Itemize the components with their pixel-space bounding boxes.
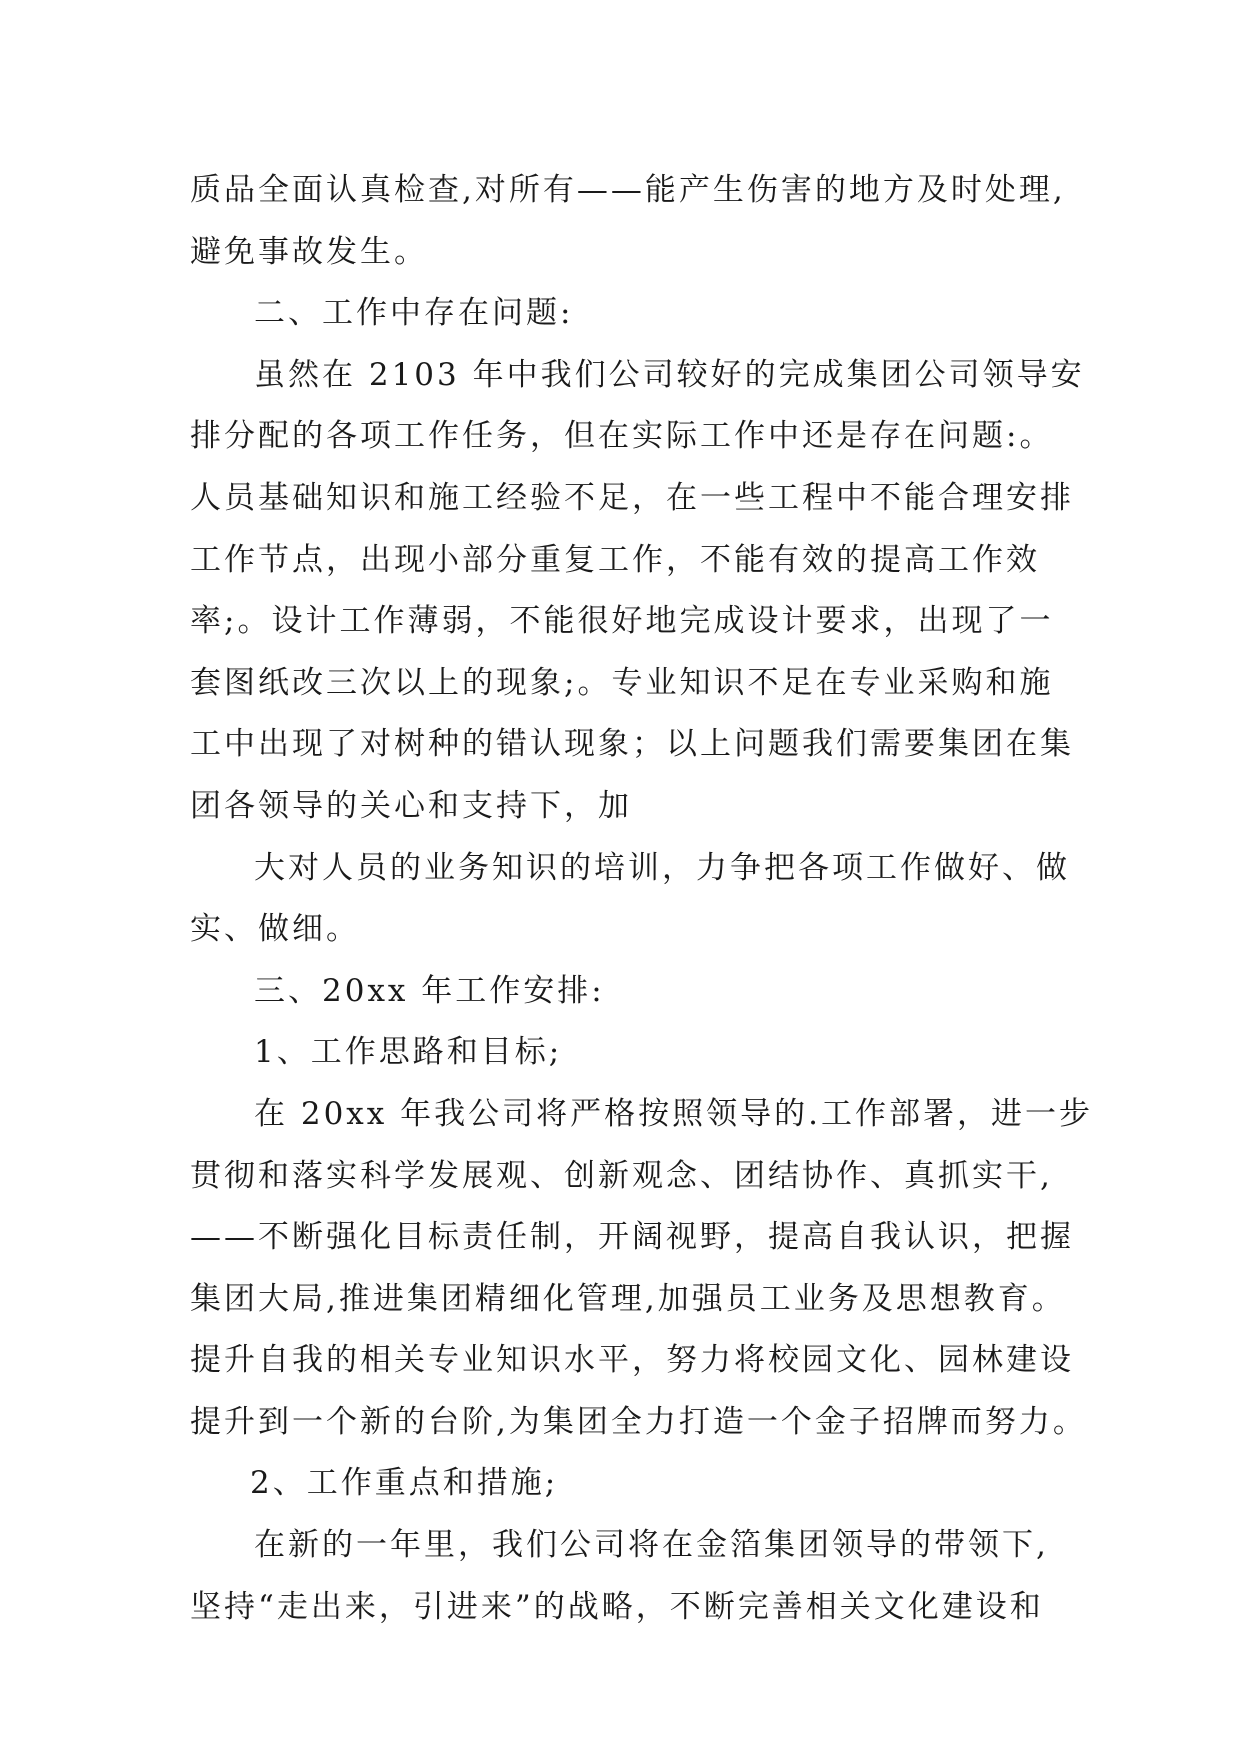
section-heading: 二、工作中存在问题: [254,295,574,332]
text-line: 虽然在 2103 年中我们公司较好的完成集团公司领导安 [254,356,1085,393]
subsection-heading: 2、工作重点和措施; [250,1465,559,1502]
text-line: 避免事故发生。 [190,233,428,270]
text-line: 工作节点，出现小部分重复工作，不能有效的提高工作效 [190,541,1040,578]
text-line: 大对人员的业务知识的培训，力争把各项工作做好、做 [254,849,1070,886]
text-line: 实、做细。 [190,911,360,948]
text-line: ——不断强化目标责任制，开阔视野，提高自我认识，把握 [190,1219,1074,1256]
text-line: 在新的一年里，我们公司将在金箔集团领导的带领下, [254,1527,1049,1564]
text-line: 率;。设计工作薄弱，不能很好地完成设计要求，出现了一 [190,603,1054,640]
document-body [190,160,1093,1638]
text-line: 提升到一个新的台阶,为集团全力打造一个金子招牌而努力。 [190,1403,1087,1440]
text-line: 质品全面认真检查,对所有——能产生伤害的地方及时处理, [190,172,1066,208]
text-line: 人员基础知识和施工经验不足，在一些工程中不能合理安排 [190,479,1074,516]
text-line: 套图纸改三次以上的现象;。专业知识不足在专业采购和施 [190,664,1054,701]
text-line: 在 20xx 年我公司将严格按照领导的.工作部署，进一步 [254,1095,1093,1132]
text-line: 工中出现了对树种的错认现象；以上问题我们需要集团在集 [190,726,1074,763]
subsection-heading: 1、工作思路和目标; [254,1034,563,1071]
text-line: 提升自我的相关专业知识水平，努力将校园文化、园林建设 [190,1342,1074,1379]
section-heading: 三、20xx 年工作安排: [254,972,605,1009]
text-line: 贯彻和落实科学发展观、创新观念、团结协作、真抓实干, [190,1157,1053,1194]
text-line: 排分配的各项工作任务，但在实际工作中还是存在问题:。 [190,418,1054,455]
text-line: 团各领导的关心和支持下，加 [190,787,632,824]
text-line: 集团大局,推进集团精细化管理,加强员工业务及思想教育。 [190,1280,1066,1317]
text-line: 坚持“走出来，引进来”的战略，不断完善相关文化建设和 [190,1588,1044,1625]
